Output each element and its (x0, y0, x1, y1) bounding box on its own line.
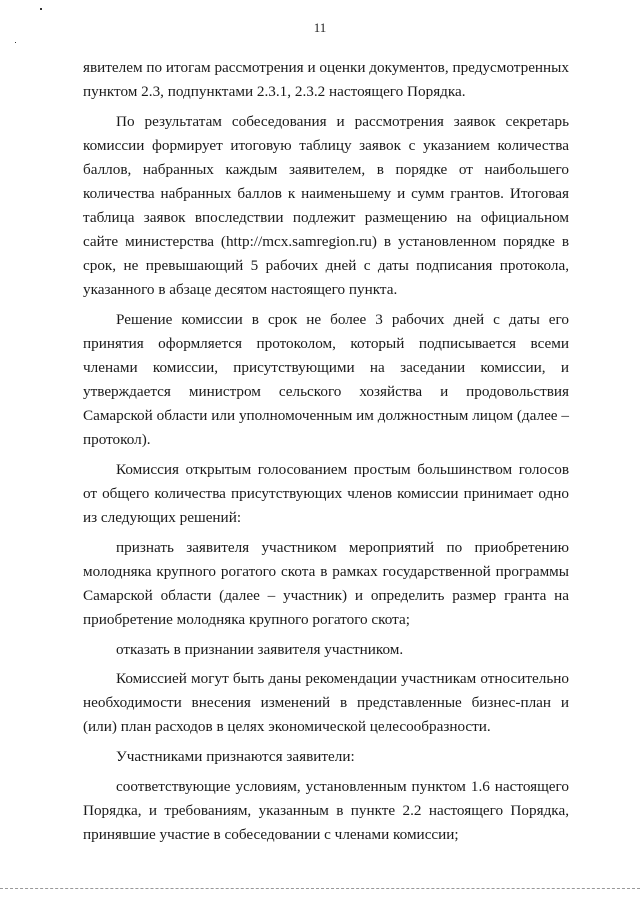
paragraph: признать заявителя участником мероприятий по приобретению молодняка крупного рогатого скота в рамках государственной программы Самарской области (далее – участник) и определить размер гранта на приобретение молодняка крупного рогатого скота; (83, 538, 569, 629)
paragraph: соответствующие условиям, установленным пунктом 1.6 настоящего Порядка, и требованиям, указанным в пункте 2.2 настоящего Порядка, принявшие участие в собеседовании с членами комиссии; (83, 777, 569, 843)
scan-speck (40, 8, 42, 10)
paragraph: отказать в признании заявителя участником. (116, 640, 404, 658)
paragraph: явителем по итогам рассмотрения и оценки документов, предусмотренных пунктом 2.3, подпунктами 2.3.1, 2.3.2 настоящего Порядка. (83, 59, 569, 101)
paragraph: Участниками признаются заявители: (116, 748, 355, 766)
document-body (83, 56, 569, 852)
paragraph: Комиссия открытым голосованием простым большинством голосов от общего количества присутствующих членов комиссии принимает одно из следующих решений: (83, 461, 569, 527)
paragraph: Комиссией могут быть даны рекомендации участникам относительно необходимости внесения изменений в представленные бизнес-план и (или) план расходов в целях экономической целесообразности. (83, 670, 569, 736)
paragraph: По результатам собеседования и рассмотрения заявок секретарь комиссии формирует итоговую таблицу заявок с указанием количества баллов, набранных каждым заявителем, в порядке от наибольшего количества набранных баллов к наименьшему и сумм грантов. Итоговая таблица заявок впоследствии подлежит размещению на официальном сайте министерства (http://mcx.samregion.ru) в установленном порядке в срок, не превышающий 5 рабочих дней с даты подписания протокола, указанного в абзаце десятом настоящего пункта. (83, 112, 569, 299)
page-number: 11 (313, 20, 327, 35)
scan-speck (15, 42, 16, 43)
paragraph: Решение комиссии в срок не более 3 рабочих дней с даты его принятия оформляется протоколом, который подписывается всеми членами комиссии, присутствующими на заседании комиссии, и утверждается министром сельского хозяйства и продовольствия Самарской области или уполномоченным им должностным лицом (далее – протокол). (83, 310, 569, 449)
scan-edge-line (0, 888, 640, 890)
